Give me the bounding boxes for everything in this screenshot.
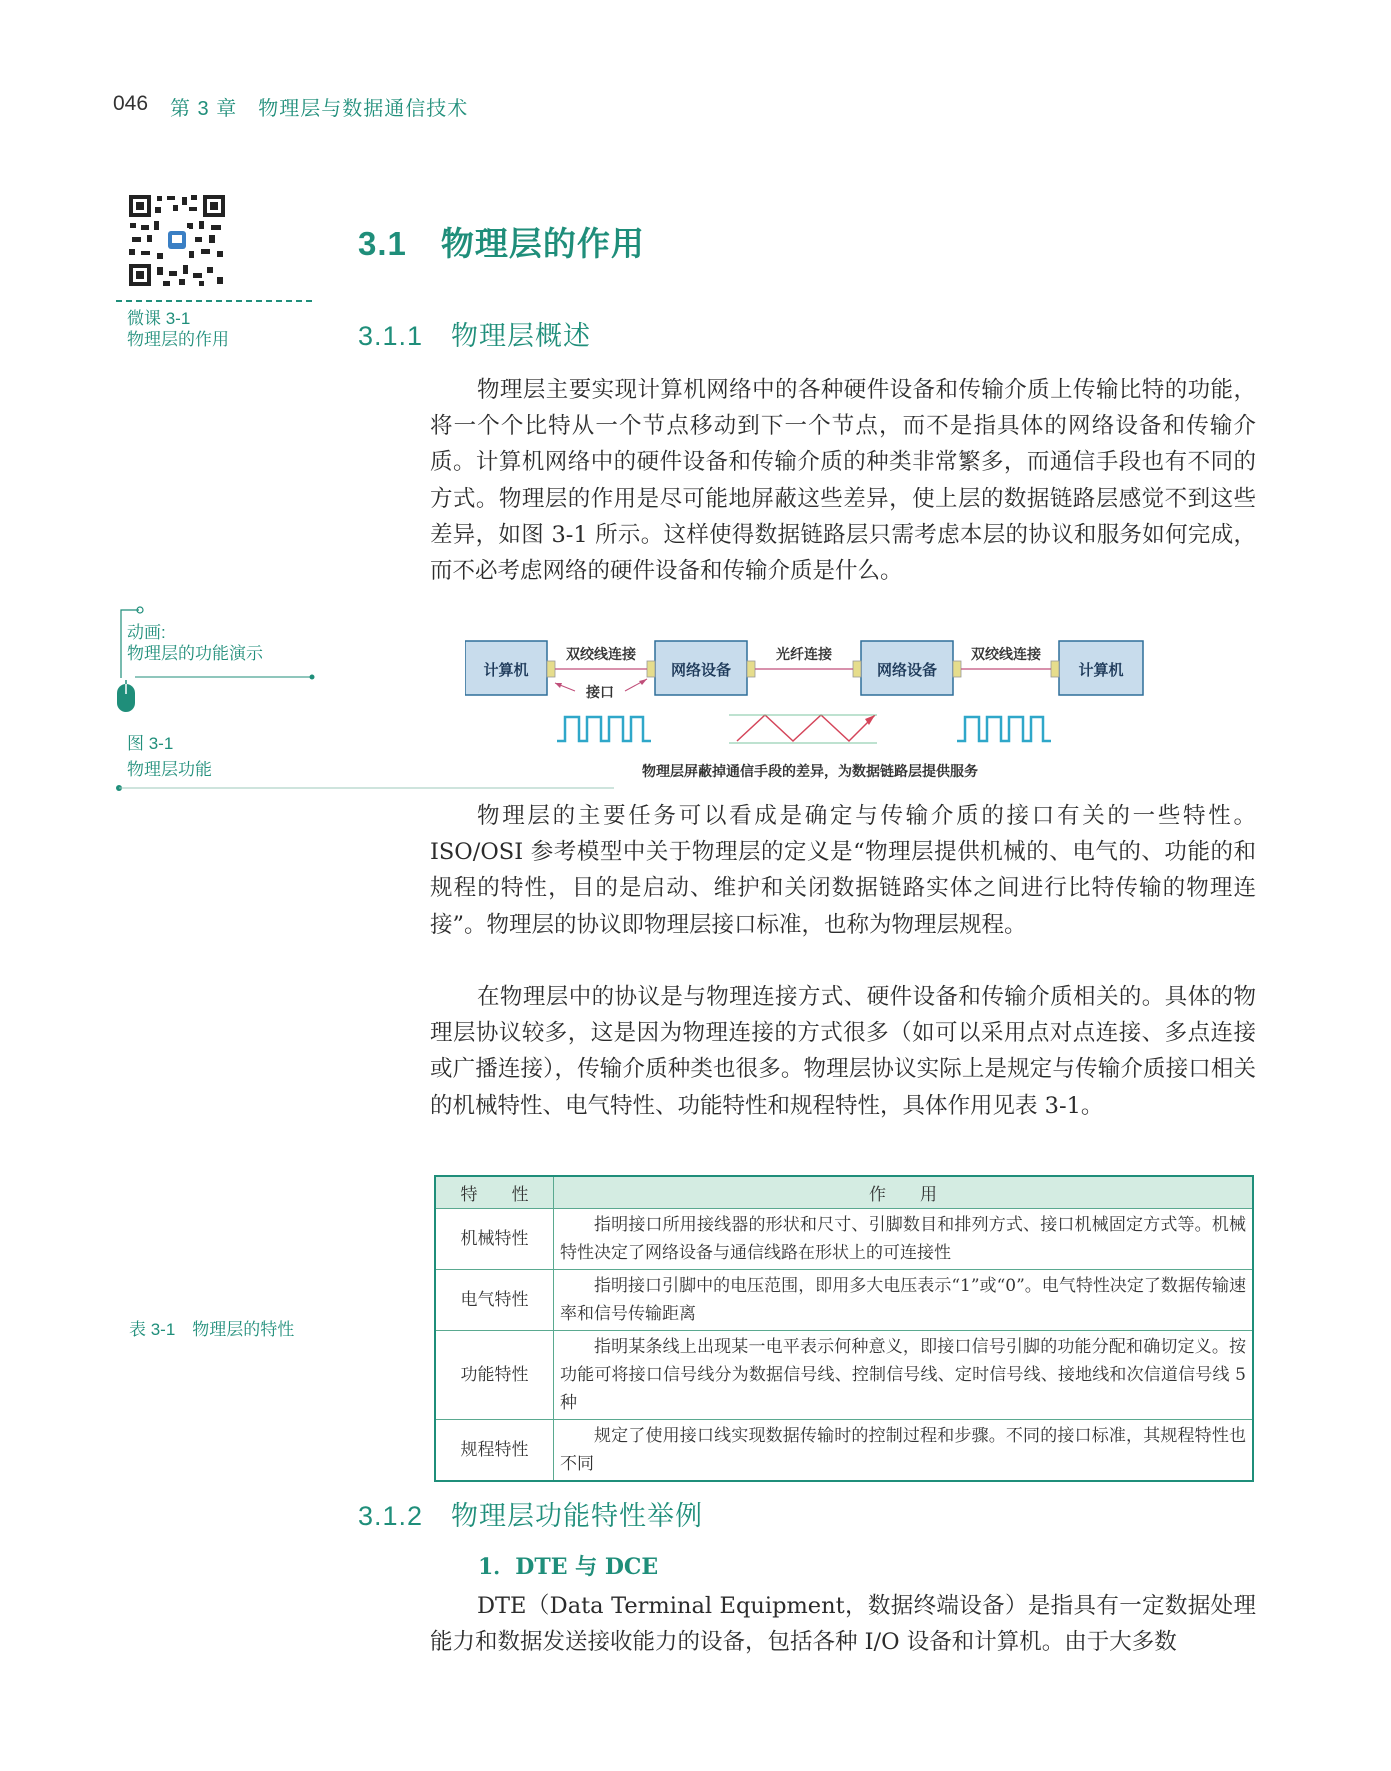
paragraph-1: 物理层主要实现计算机网络中的各种硬件设备和传输介质上传输比特的功能，将一个个比特从一个节点移动到下一个节点，而不是指具体的网络设备和传输介质。计算机网络中的硬件设备和传输介质的种类非常繁多，而通信手段也有不同的方式。物理层的作用是尽可能地屏蔽这些差异，使上层的数据链路层感觉不到这些差异，如图 3-1 所示。这样使得数据链路层只需考虑本层的协议和服务如何完成，而不必考虑网络的硬件设备和传输介质是什么。 <box>430 377 1256 585</box>
dashed-divider <box>116 300 312 302</box>
figure-title: 物理层功能 <box>127 760 212 779</box>
table-cell-value: 指明接口所用接线器的形状和尺寸、引脚数目和排列方式、接口机械固定方式等。机械特性决定了网络设备与通信线路在形状上的可连接性 <box>554 1209 1254 1270</box>
subheading-dte-dce: 1．DTE 与 DCE <box>478 1554 659 1580</box>
figure-label-computer-left: 计算机 <box>483 661 529 679</box>
microlesson-title: 物理层的作用 <box>127 330 229 349</box>
figure-label-computer-right: 计算机 <box>1078 661 1124 679</box>
table-caption: 表 3-1 物理层的特性 <box>129 1320 295 1339</box>
table-cell-key: 电气特性 <box>435 1270 554 1331</box>
section-heading-3-1-2: 3.1.2 物理层功能特性举例 <box>358 1501 704 1531</box>
paragraph-3: 在物理层中的协议是与物理连接方式、硬件设备和传输介质相关的。具体的物理层协议较多，这是因为物理连接的方式很多（如可以采用点对点连接、多点连接或广播连接），传输介质种类也很多。物理层协议实际上是规定与传输介质接口相关的机械特性、电气特性、功能特性和规程特性，具体作用见表 3-1。 <box>430 984 1256 1119</box>
figure-3-1 <box>465 635 1155 785</box>
table-cell-key: 机械特性 <box>435 1209 554 1270</box>
table-row <box>435 1331 1253 1420</box>
animation-label: 动画: <box>127 623 166 642</box>
figure-label-device-2: 网络设备 <box>876 661 938 679</box>
qr-code-image <box>127 193 227 288</box>
table-row <box>435 1420 1253 1482</box>
figure-interface-label: 接口 <box>586 685 614 701</box>
animation-title: 物理层的功能演示 <box>127 644 263 663</box>
table-header-characteristic: 特 性 <box>435 1176 554 1209</box>
figure-link-twisted-right: 双绞线连接 <box>971 647 1041 663</box>
table-header-function: 作 用 <box>554 1176 1254 1209</box>
section-heading-3-1-1: 3.1.1 物理层概述 <box>358 321 592 351</box>
figure-caption: 物理层屏蔽掉通信手段的差异，为数据链路层提供服务 <box>642 764 978 780</box>
table-cell-value: 规定了使用接口线实现数据传输时的控制过程和步骤。不同的接口标准，其规程特性也不同 <box>554 1420 1254 1482</box>
figure-label-device-1: 网络设备 <box>670 661 732 679</box>
table-cell-key: 规程特性 <box>435 1420 554 1482</box>
table-cell-value: 指明接口引脚中的电压范围，即用多大电压表示“1”或“0”。电气特性决定了数据传输速率和信号传输距离 <box>554 1270 1254 1331</box>
chapter-title: 第 3 章 物理层与数据通信技术 <box>170 98 469 120</box>
microlesson-label: 微课 3-1 <box>127 309 191 328</box>
table-row <box>435 1270 1253 1331</box>
figure-fiber-signal <box>729 715 877 743</box>
page-number: 046 <box>113 92 149 115</box>
table-cell-value: 指明某条线上出现某一电平表示何种意义，即接口信号引脚的功能分配和确切定义。按功能可将接口信号线分为数据信号线、控制信号线、定时信号线、接地线和次信道信号线 5 种 <box>554 1331 1254 1420</box>
characteristics-table <box>434 1175 1254 1482</box>
figure-signal-wave-right <box>957 717 1051 741</box>
figure-signal-wave-left <box>557 717 651 741</box>
table-header-row <box>435 1176 1253 1209</box>
table-row <box>435 1209 1253 1270</box>
section-heading-3-1: 3.1 物理层的作用 <box>358 225 645 262</box>
figure-link-fiber: 光纤连接 <box>776 647 832 663</box>
figure-label: 图 3-1 <box>127 734 174 753</box>
paragraph-2: 物理层的主要任务可以看成是确定与传输介质的接口有关的一些特性。ISO/OSI 参考模型中关于物理层的定义是“物理层提供机械的、电气的、功能的和规程的特性，目的是启动、维护和关闭数据链路实体之间进行比特传输的物理连接”。物理层的协议即物理层接口标准，也称为物理层规程。 <box>430 803 1256 938</box>
table-cell-key: 功能特性 <box>435 1331 554 1420</box>
mouse-icon <box>115 680 137 714</box>
figure-link-twisted-left: 双绞线连接 <box>566 647 636 663</box>
paragraph-4: DTE（Data Terminal Equipment，数据终端设备）是指具有一定数据处理能力和数据发送接收能力的设备，包括各种 I/O 设备和计算机。由于大多数 <box>430 1593 1256 1656</box>
figure-rule <box>114 784 619 792</box>
